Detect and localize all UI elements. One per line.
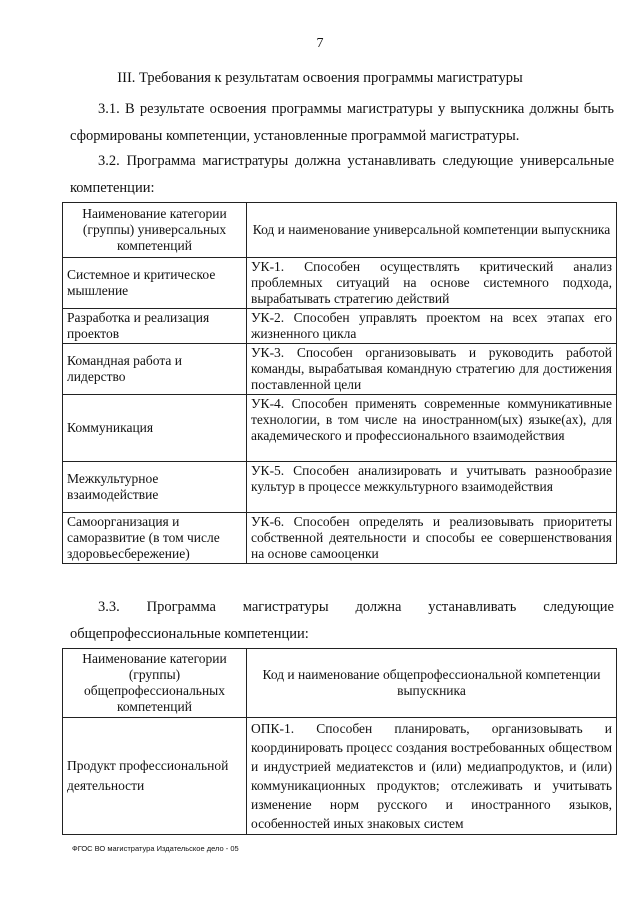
table-row — [63, 462, 617, 513]
table-row — [63, 344, 617, 395]
paragraph-3-2-text: 3.2. Программа магистратуры должна устанавливать следующие универсальные компетенции: — [70, 153, 614, 196]
page-number: 7 — [316, 36, 324, 51]
paragraph-3-1 — [70, 96, 614, 150]
competence-cell: УК-6. Способен определять и реализовывать приоритеты собственной деятельности и способы ее совершенствования на основе самооценки — [247, 513, 617, 564]
table-row — [63, 718, 617, 835]
competence-cell: УК-3. Способен организовывать и руководить работой команды, вырабатывая командную стратегию для достижения поставленной цели — [247, 344, 617, 395]
category-cell: Межкультурное взаимодействие — [63, 462, 247, 513]
competence-cell: УК-4. Способен применять современные коммуникативные технологии, в том числе на иностранном(ых) языке(ах), для академического и профессионального взаимодействия — [247, 395, 617, 462]
table-row — [63, 395, 617, 462]
category-cell: Разработка и реализация проектов — [63, 309, 247, 344]
category-cell: Самоорганизация и саморазвитие (в том числе здоровьесбережение) — [63, 513, 247, 564]
table-row — [63, 309, 617, 344]
competence-cell: ОПК-1. Способен планировать, организовывать и координировать процесс создания востребованных обществом и индустрией медиатекстов и (или) медиапродуктов, и (или) коммуникационных продуктов; отслеживать и учитывать изменение норм русского и иностранного языков, особенностей иных знаковых систем — [247, 718, 617, 835]
table-header-row — [63, 649, 617, 718]
paragraph-3-3-text: 3.3. Программа магистратуры должна устанавливать следующие общепрофессиональные компетенции: — [70, 599, 614, 642]
paragraph-3-2 — [70, 148, 614, 202]
category-cell: Системное и критическое мышление — [63, 258, 247, 309]
header-category: Наименование категории (группы) общепрофессиональных компетенций — [63, 649, 247, 718]
footer-note: ФГОС ВО магистратура Издательское дело - 05 — [72, 844, 239, 853]
category-cell: Коммуникация — [63, 395, 247, 462]
section-title: III. Требования к результатам освоения программы магистратуры — [117, 70, 523, 86]
header-competence: Код и наименование универсальной компетенции выпускника — [247, 203, 617, 258]
competence-cell: УК-1. Способен осуществлять критический анализ проблемных ситуаций на основе системного подхода, вырабатывать стратегию действий — [247, 258, 617, 309]
paragraph-3-3 — [70, 594, 614, 648]
category-cell: Командная работа и лидерство — [63, 344, 247, 395]
general-professional-competences-table — [62, 648, 617, 835]
category-cell: Продукт профессиональной деятельности — [63, 718, 247, 835]
header-category: Наименование категории (группы) универсальных компетенций — [63, 203, 247, 258]
header-competence: Код и наименование общепрофессиональной компетенции выпускника — [247, 649, 617, 718]
table-header-row — [63, 203, 617, 258]
universal-competences-table — [62, 202, 617, 564]
table-row — [63, 258, 617, 309]
competence-cell: УК-5. Способен анализировать и учитывать разнообразие культур в процессе межкультурного взаимодействия — [247, 462, 617, 513]
table-row — [63, 513, 617, 564]
paragraph-3-1-text: 3.1. В результате освоения программы магистратуры у выпускника должны быть сформированы компетенции, установленные программой магистратуры. — [70, 101, 614, 144]
competence-cell: УК-2. Способен управлять проектом на всех этапах его жизненного цикла — [247, 309, 617, 344]
